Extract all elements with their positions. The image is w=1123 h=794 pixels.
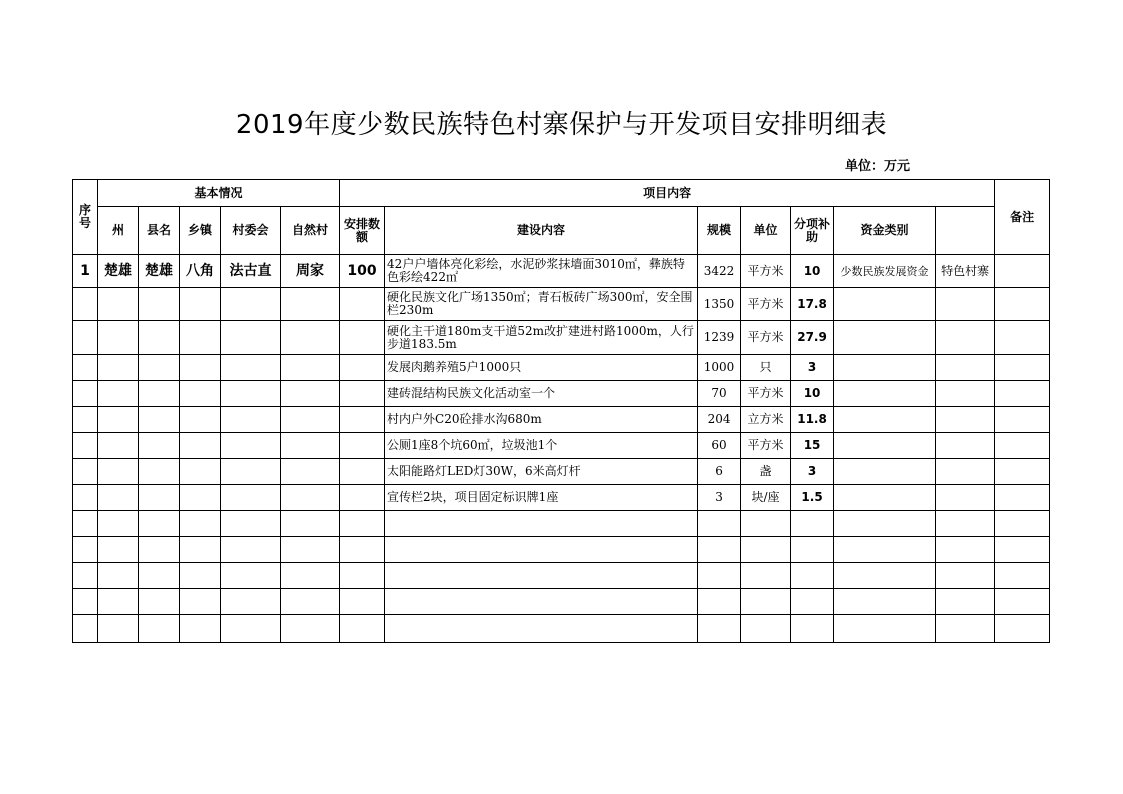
- subsidy-header: 分项补助: [791, 207, 834, 255]
- subsidy-cell: 10: [791, 381, 834, 407]
- scale-cell: 1000: [698, 355, 741, 381]
- content-cell: 42户户墙体亮化彩绘，水泥砂浆抹墙面3010㎡，彝族特色彩绘422㎡: [385, 255, 698, 288]
- content-cell: 建砖混结构民族文化活动室一个: [385, 381, 698, 407]
- empty-row: [73, 615, 1050, 643]
- village-committee-header: 村委会: [221, 207, 281, 255]
- table-row: [73, 433, 1050, 459]
- unit-cell: 平方米: [741, 433, 791, 459]
- unit-cell: 盏: [741, 459, 791, 485]
- fund-type-header: 资金类别: [834, 207, 936, 255]
- unit-cell: 块/座: [741, 485, 791, 511]
- unit-cell: 平方米: [741, 288, 791, 321]
- empty-row: [73, 563, 1050, 589]
- table-row: [73, 255, 1050, 288]
- unit-cell: 平方米: [741, 321, 791, 355]
- unit-label: 单位：万元: [845, 159, 911, 174]
- unit-header: 单位: [741, 207, 791, 255]
- subsidy-cell: 11.8: [791, 407, 834, 433]
- table-row: [73, 459, 1050, 485]
- scale-cell: 3422: [698, 255, 741, 288]
- empty-row: [73, 537, 1050, 563]
- scale-cell: 1350: [698, 288, 741, 321]
- seq-cell: 1: [73, 255, 98, 288]
- unit-cell: 平方米: [741, 381, 791, 407]
- empty-row: [73, 511, 1050, 537]
- zhou-header: 州: [98, 207, 139, 255]
- content-cell: 宣传栏2块，项目固定标识牌1座: [385, 485, 698, 511]
- note-cell: 特色村寨: [936, 255, 995, 288]
- project-table: [72, 179, 1050, 643]
- content-cell: 太阳能路灯LED灯30W，6米高灯杆: [385, 459, 698, 485]
- table-row: [73, 288, 1050, 321]
- subsidy-cell: 1.5: [791, 485, 834, 511]
- natural-village-cell: 周家: [281, 255, 340, 288]
- village-committee-cell: 法古直: [221, 255, 281, 288]
- amount-cell: 100: [340, 255, 385, 288]
- scale-cell: 204: [698, 407, 741, 433]
- subsidy-cell: 15: [791, 433, 834, 459]
- subsidy-cell: 3: [791, 355, 834, 381]
- note-header: 备注: [995, 180, 1050, 255]
- content-cell: 村内户外C20砼排水沟680m: [385, 407, 698, 433]
- subsidy-cell: 17.8: [791, 288, 834, 321]
- seq-header: 序号: [73, 180, 98, 255]
- zhou-cell: 楚雄: [98, 255, 139, 288]
- natural-village-header: 自然村: [281, 207, 340, 255]
- content-header: 建设内容: [385, 207, 698, 255]
- header-row-2: [73, 207, 1050, 255]
- scale-cell: 70: [698, 381, 741, 407]
- header-row-1: [73, 180, 1050, 207]
- scale-cell: 3: [698, 485, 741, 511]
- subsidy-cell: 10: [791, 255, 834, 288]
- table-row: [73, 485, 1050, 511]
- county-cell: 楚雄: [139, 255, 180, 288]
- subsidy-cell: 27.9: [791, 321, 834, 355]
- scale-header: 规模: [698, 207, 741, 255]
- subsidy-cell: 3: [791, 459, 834, 485]
- fund-type-cell: 少数民族发展资金: [834, 255, 936, 288]
- project-content-header: 项目内容: [340, 180, 995, 207]
- content-cell: 发展肉鹅养殖5户1000只: [385, 355, 698, 381]
- table-row: [73, 321, 1050, 355]
- unit-cell: 只: [741, 355, 791, 381]
- scale-cell: 60: [698, 433, 741, 459]
- unit-cell: 立方米: [741, 407, 791, 433]
- table-row: [73, 381, 1050, 407]
- county-header: 县名: [139, 207, 180, 255]
- basic-info-header: 基本情况: [98, 180, 340, 207]
- unit-cell: 平方米: [741, 255, 791, 288]
- town-header: 乡镇: [180, 207, 221, 255]
- scale-cell: 1239: [698, 321, 741, 355]
- content-cell: 公厕1座8个坑60㎡，垃圾池1个: [385, 433, 698, 459]
- page-title: 2019年度少数民族特色村寨保护与开发项目安排明细表: [235, 110, 888, 140]
- table-row: [73, 407, 1050, 433]
- table-row: [73, 355, 1050, 381]
- town-cell: 八角: [180, 255, 221, 288]
- content-cell: 硬化民族文化广场1350㎡；青石板砖广场300㎡，安全围栏230m: [385, 288, 698, 321]
- archive-code-cell: [995, 255, 1050, 288]
- content-cell: 硬化主干道180m支干道52m改扩建进村路1000m，人行步道183.5m: [385, 321, 698, 355]
- scale-cell: 6: [698, 459, 741, 485]
- empty-row: [73, 589, 1050, 615]
- amount-header: 安排数额: [340, 207, 385, 255]
